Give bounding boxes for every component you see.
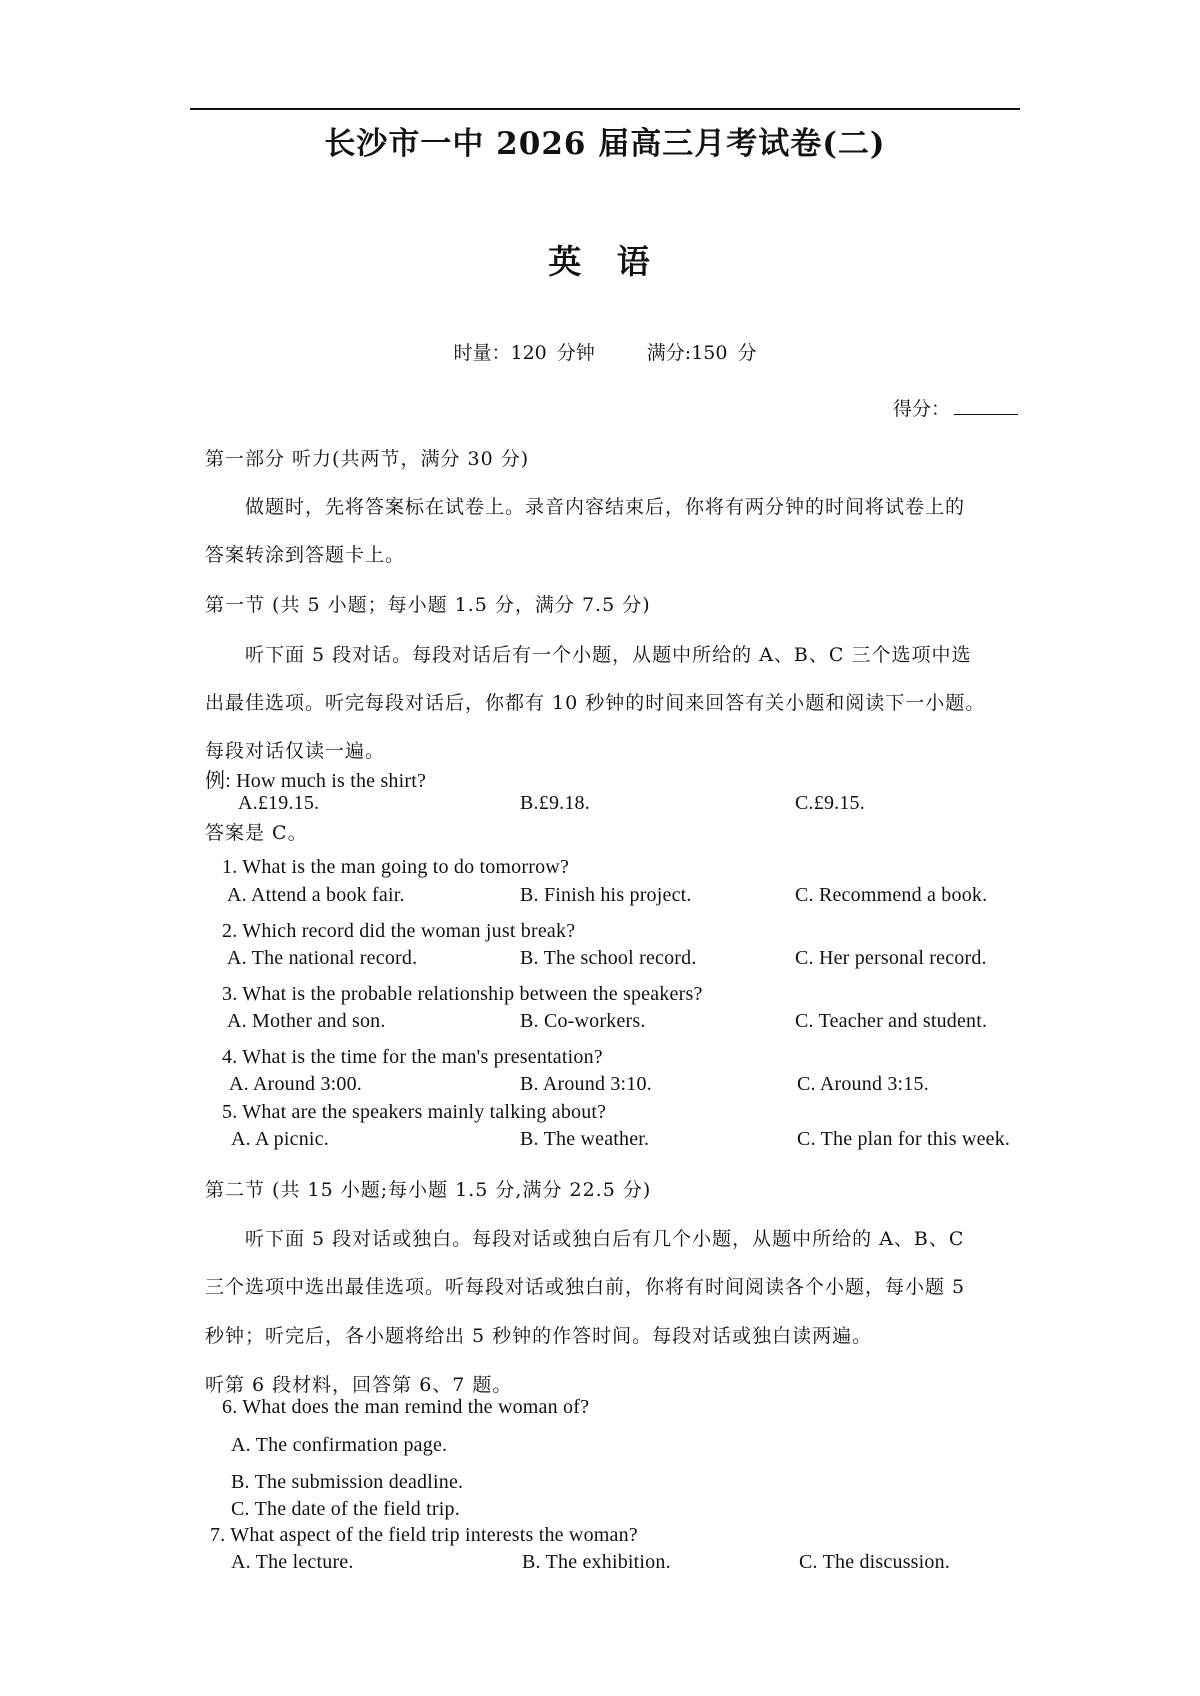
time-and-score-line xyxy=(0,338,1200,365)
part1-intro-line2: 答案转涂到答题卡上。 xyxy=(205,544,406,566)
q5-option-a: A. A picnic. xyxy=(231,1128,329,1150)
q4-option-a: A. Around 3:00. xyxy=(229,1073,362,1095)
part1-heading: 第一部分 听力(共两节，满分 30 分) xyxy=(205,448,530,470)
section2-directions-line1: 听下面 5 段对话或独白。每段对话或独白后有几个小题，从题中所给的 A、B、C xyxy=(245,1228,965,1250)
top-rule xyxy=(190,108,1020,110)
question-5: 5. What are the speakers mainly talking about? xyxy=(222,1101,607,1123)
subject-title: 英 语 xyxy=(548,242,662,281)
section2-directions-line3: 秒钟；听完后，各小题将给出 5 秒钟的作答时间。每段对话或独白读两遍。 xyxy=(205,1325,873,1347)
q4-option-c: C. Around 3:15. xyxy=(797,1073,929,1095)
question-4: 4. What is the time for the man's presentation? xyxy=(222,1046,603,1068)
q7-option-b: B. The exhibition. xyxy=(522,1551,671,1573)
score-label: 得分： xyxy=(893,398,951,420)
q6-option-c: C. The date of the field trip. xyxy=(231,1498,460,1520)
q5-option-b: B. The weather. xyxy=(520,1128,650,1150)
section1-directions-line1: 听下面 5 段对话。每段对话后有一个小题，从题中所给的 A、B、C 三个选项中选 xyxy=(245,644,972,666)
q2-option-b: B. The school record. xyxy=(520,947,697,969)
q1-option-c: C. Recommend a book. xyxy=(795,884,988,906)
q1-option-a: A. Attend a book fair. xyxy=(227,884,405,906)
section2-heading: 第二节 (共 15 小题;每小题 1.5 分,满分 22.5 分) xyxy=(205,1179,652,1201)
q3-option-c: C. Teacher and student. xyxy=(795,1010,988,1032)
question-1: 1. What is the man going to do tomorrow? xyxy=(222,856,570,878)
q6-option-a: A. The confirmation page. xyxy=(231,1434,448,1456)
section1-directions-line2: 出最佳选项。听完每段对话后，你都有 10 秒钟的时间来回答有关小题和阅读下一小题。 xyxy=(205,692,986,714)
q6-option-b: B. The submission deadline. xyxy=(231,1471,464,1493)
full-score: 满分:150 分 xyxy=(646,342,757,364)
question-7: 7. What aspect of the field trip interests the woman? xyxy=(210,1524,638,1546)
example-answer: 答案是 C。 xyxy=(205,822,308,844)
section1-heading: 第一节 (共 5 小题；每小题 1.5 分，满分 7.5 分) xyxy=(205,594,651,616)
exam-title: 长沙市一中 2026 届高三月考试卷(二) xyxy=(324,126,886,162)
material6-note: 听第 6 段材料，回答第 6、7 题。 xyxy=(205,1374,513,1396)
q7-option-c: C. The discussion. xyxy=(799,1551,951,1573)
section2-directions-line2: 三个选项中选出最佳选项。听每段对话或独白前，你将有时间阅读各个小题，每小题 5 xyxy=(205,1276,966,1298)
q3-option-b: B. Co-workers. xyxy=(520,1010,646,1032)
q3-option-a: A. Mother and son. xyxy=(227,1010,386,1032)
q7-option-a: A. The lecture. xyxy=(231,1551,354,1573)
score-blank xyxy=(954,396,1018,415)
part1-intro-line1: 做题时，先将答案标在试卷上。录音内容结束后，你将有两分钟的时间将试卷上的 xyxy=(245,496,966,518)
example-option-c: C.£9.15. xyxy=(795,792,865,814)
example-option-b: B.£9.18. xyxy=(520,792,590,814)
q1-option-b: B. Finish his project. xyxy=(520,884,692,906)
q4-option-b: B. Around 3:10. xyxy=(520,1073,652,1095)
example-question: 例: How much is the shirt? xyxy=(205,770,427,792)
q2-option-a: A. The national record. xyxy=(227,947,418,969)
question-3: 3. What is the probable relationship between the speakers? xyxy=(222,983,703,1005)
score-field xyxy=(893,394,1018,421)
question-6: 6. What does the man remind the woman of? xyxy=(222,1396,590,1418)
example-option-a: A.£19.15. xyxy=(238,792,320,814)
section1-directions-line3: 每段对话仅读一遍。 xyxy=(205,740,386,762)
q2-option-c: C. Her personal record. xyxy=(795,947,987,969)
question-2: 2. Which record did the woman just break? xyxy=(222,920,576,942)
q5-option-c: C. The plan for this week. xyxy=(797,1128,1011,1150)
time-limit: 时量：120 分钟 xyxy=(453,342,595,364)
